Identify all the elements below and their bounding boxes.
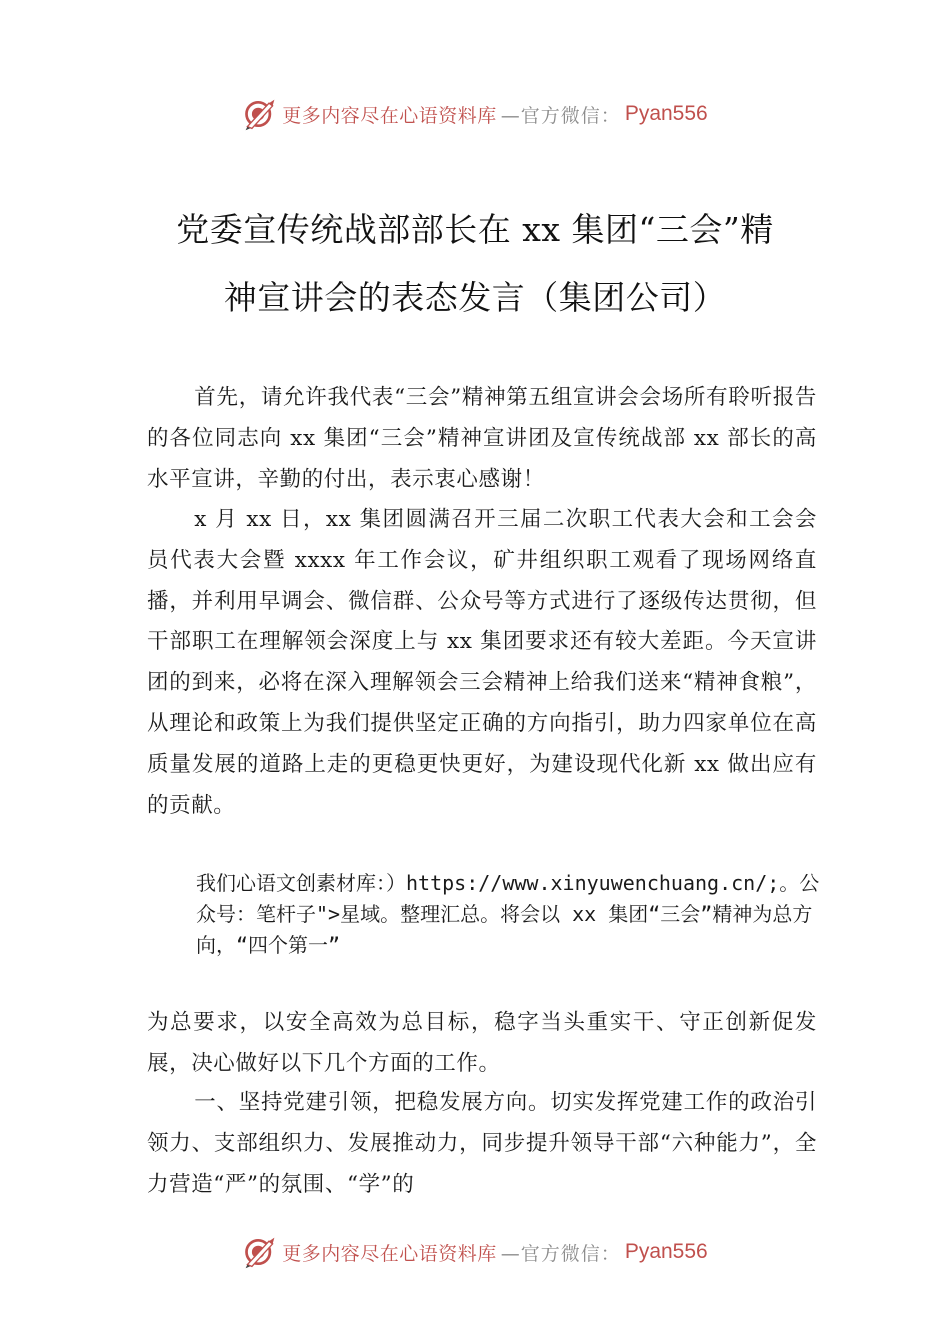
footer-watermark — [0, 1232, 950, 1272]
paragraph-2 — [147, 500, 817, 826]
paragraph-5-text: 一、坚持党建引领，把稳发展方向。切实发挥党建工作的政治引领力、支部组织力、发展推动力，同步提升领导干部“六种能力”，全力营造“严”的氛围、“学”的 — [147, 1090, 817, 1197]
paragraph-2-text: x 月 xx 日，xx 集团圆满召开三届二次职工代表大会和工会会员代表大会暨 xxxx 年工作会议，矿井组织职工观看了现场网络直播，并利用早调会、微信群、公众号等方式进行了逐级传达贯彻，但干部职工在理解领会深度上与 xx 集团要求还有较大差距。今天宣讲团的到来，必将在深入理解领会三会精神上给我们送来“精神食粮”，从理论和政策上为我们提供坚定正确的方向指引，助力四家单位在高质量发展的道路上走的更稳更快更好，为建设现代化新 xx 做出应有的贡献。 — [147, 507, 817, 818]
paragraph-4-text: 为总要求，以安全高效为总目标，稳字当头重实干、守正创新促发展，决心做好以下几个方面的工作。 — [147, 1010, 817, 1076]
watermark-text: 更多内容尽在心语资料库 — [282, 104, 497, 127]
watermark-separator: —官方微信： — [500, 104, 621, 127]
document-title-line-1: 党委宣传统战部部长在 xx 集团“三会”精 — [176, 210, 774, 249]
watermark-separator: —官方微信： — [500, 1242, 621, 1265]
watermark-wechat-id: Pyan556 — [624, 102, 708, 125]
watermark-text: 更多内容尽在心语资料库 — [282, 1242, 497, 1265]
paragraph-4 — [147, 1003, 817, 1085]
pen-logo-icon — [242, 1234, 278, 1270]
paragraph-5 — [147, 1083, 817, 1205]
paragraph-1 — [147, 378, 817, 500]
watermark-wechat-id: Pyan556 — [624, 1240, 708, 1263]
paragraph-3-inserted-note: 我们心语文创素材库：）https://www.xinyuwenchuang.cn/;。公众号：笔杆子">星域。整理汇总。将会以 xx 集团“三会”精神为总方向，“四个第一” — [196, 871, 820, 957]
pen-logo-icon — [242, 96, 278, 132]
header-watermark — [0, 94, 950, 134]
paragraph-1-text: 首先，请允许我代表“三会”精神第五组宣讲会会场所有聆听报告的各位同志向 xx 集团“三会”精神宣讲团及宣传统战部 xx 部长的高水平宣讲，辛勤的付出，表示衷心感谢！ — [147, 385, 817, 492]
document-title-line-2: 神宣讲会的表态发言（集团公司） — [223, 278, 727, 317]
